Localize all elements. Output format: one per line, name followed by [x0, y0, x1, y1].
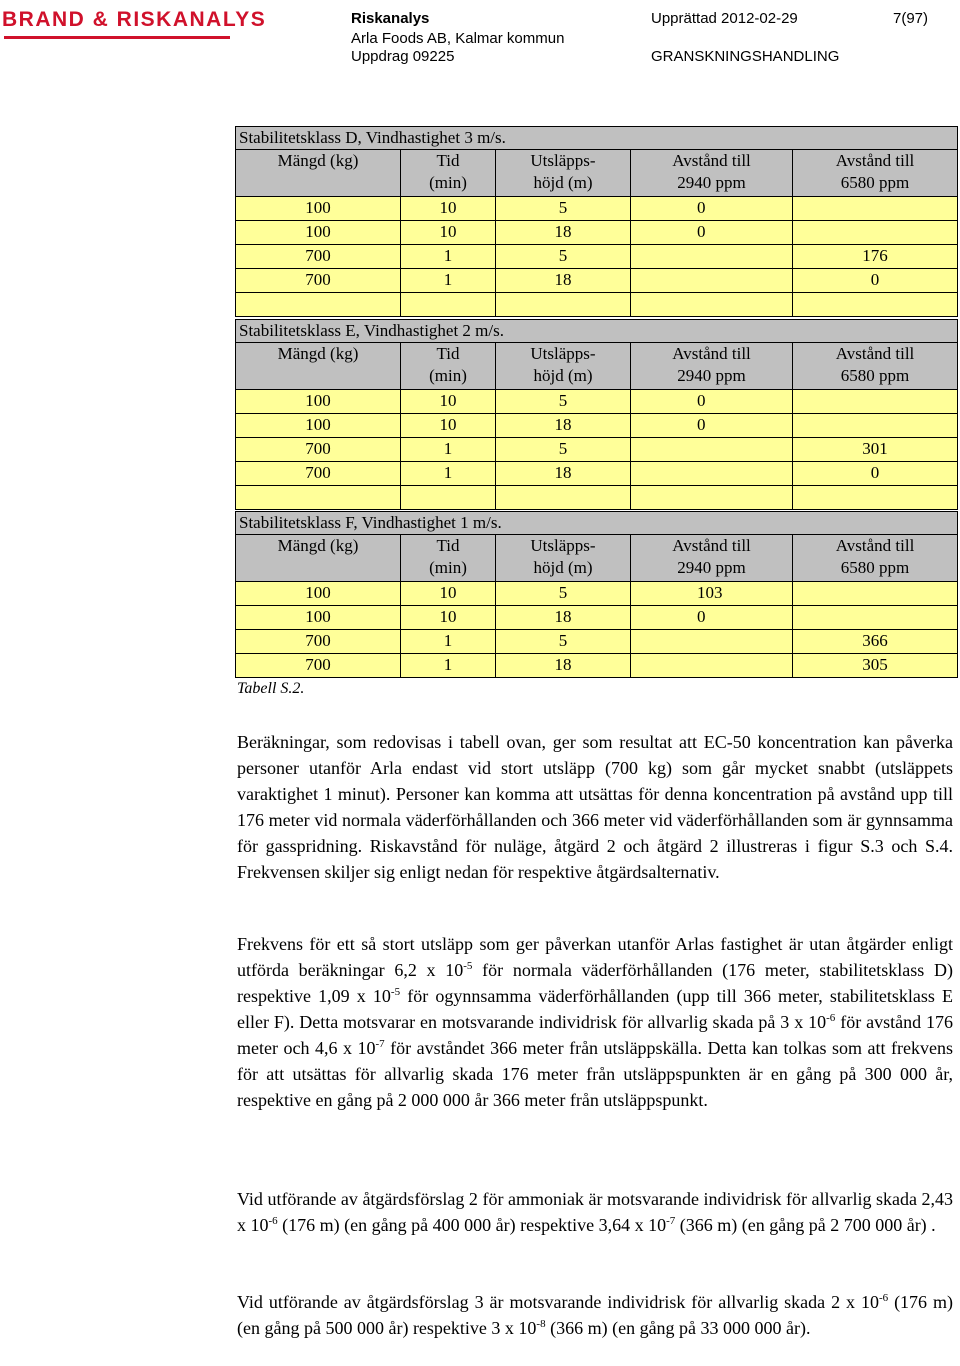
cell-amount: 700 [236, 654, 401, 678]
cell-height: 18 [496, 654, 631, 678]
table-title: Stabilitetsklass E, Vindhastighet 2 m/s. [236, 320, 958, 343]
stability-table-e [235, 319, 958, 510]
cell-amount: 100 [236, 414, 401, 438]
cell-dist-6580: 0 [793, 462, 958, 486]
col-header-height: Utsläpps- höjd (m) [496, 150, 631, 197]
col-header-time: Tid (min) [401, 343, 496, 390]
cell-dist-6580 [793, 582, 958, 606]
cell-time: 1 [401, 654, 496, 678]
cell-dist-2940: 103 [631, 582, 793, 606]
table-row [236, 197, 958, 221]
cell-dist-2940 [631, 245, 793, 269]
client-name: Arla Foods AB, Kalmar kommun [351, 30, 565, 47]
cell-height: 18 [496, 606, 631, 630]
table-spacer-row [236, 486, 958, 510]
cell-dist-2940: 0 [631, 221, 793, 245]
cell-amount: 100 [236, 582, 401, 606]
col-header-dist-6580: Avstånd till 6580 ppm [793, 535, 958, 582]
paragraph-measure-2: Vid utförande av åtgärdsförslag 2 för ammoniak är motsvarande individrisk för allvarlig skada 2,43 x $10^{-6}$ (176 m) (en gång på 400 000 år) respektive 3,64 x $10^{-7}$ (366 m) (en gång på 2 700 000 år) . [237, 1189, 953, 1235]
table-caption: Tabell S.2. [237, 680, 305, 697]
cell-amount: 100 [236, 390, 401, 414]
stability-table-f [235, 511, 958, 678]
page-header [0, 0, 960, 70]
cell-dist-6580 [793, 606, 958, 630]
cell-dist-2940 [631, 462, 793, 486]
table-row [236, 245, 958, 269]
cell-time: 1 [401, 630, 496, 654]
paragraph-results: Beräkningar, som redovisas i tabell ovan, ger som resultat att EC-50 koncentration kan påverka personer utanför Arla endast vid stort utsläpp (700 kg) som går mycket snabbt (utsläppets varaktighet 1 minut). Personer kan komma att utsättas för denna koncentration på avstånd upp till 176 meter vid normala väderförhållanden och 366 meter vid väderförhållanden som är gynnsamma för gasspridning. Riskavstånd för nuläge, åtgärd 2 och åtgärd 2 illustreras i figur S.3 och S.4. Frekvensen skiljer sig enligt nedan för respektive åtgärdsalternativ. [237, 732, 953, 882]
col-header-amount: Mängd (kg) [236, 535, 401, 582]
cell-time: 10 [401, 197, 496, 221]
cell-dist-6580 [793, 221, 958, 245]
table-row [236, 221, 958, 245]
table-title: Stabilitetsklass D, Vindhastighet 3 m/s. [236, 127, 958, 150]
cell-time: 10 [401, 414, 496, 438]
cell-time: 10 [401, 606, 496, 630]
cell-time: 10 [401, 221, 496, 245]
cell-dist-2940: 0 [631, 390, 793, 414]
col-header-dist-2940: Avstånd till 2940 ppm [631, 535, 793, 582]
review-status: GRANSKNINGSHANDLING [651, 48, 840, 65]
cell-height: 5 [496, 197, 631, 221]
cell-amount: 100 [236, 606, 401, 630]
cell-dist-2940: 0 [631, 606, 793, 630]
table-row [236, 269, 958, 293]
cell-dist-6580: 366 [793, 630, 958, 654]
assignment-number: Uppdrag 09225 [351, 48, 455, 65]
cell-dist-2940 [631, 654, 793, 678]
table-row [236, 630, 958, 654]
cell-time: 1 [401, 245, 496, 269]
table-row [236, 462, 958, 486]
cell-height: 18 [496, 414, 631, 438]
cell-dist-6580 [793, 197, 958, 221]
cell-height: 18 [496, 221, 631, 245]
col-header-time: Tid (min) [401, 150, 496, 197]
cell-dist-6580: 301 [793, 438, 958, 462]
cell-height: 5 [496, 630, 631, 654]
cell-dist-2940 [631, 630, 793, 654]
paragraph-measure-3: Vid utförande av åtgärdsförslag 3 är motsvarande individrisk för allvarlig skada 2 x $10^{-6}$ (176 m) (en gång på 500 000 år) respektive 3 x $10^{-8}$ (366 m) (en gång på 33 000 000 år). [237, 1292, 953, 1338]
cell-height: 18 [496, 269, 631, 293]
table-title: Stabilitetsklass F, Vindhastighet 1 m/s. [236, 512, 958, 535]
cell-amount: 700 [236, 438, 401, 462]
stability-table-d [235, 126, 958, 317]
cell-amount: 100 [236, 221, 401, 245]
col-header-dist-6580: Avstånd till 6580 ppm [793, 343, 958, 390]
doc-type: Riskanalys [351, 10, 430, 27]
cell-height: 5 [496, 390, 631, 414]
logo-underline [4, 36, 230, 39]
cell-dist-6580: 0 [793, 269, 958, 293]
cell-amount: 700 [236, 630, 401, 654]
paragraph-frequency: Frekvens för ett så stort utsläpp som ger påverkan utanför Arlas fastighet är utan åtgärder enligt utförda beräkningar 6,2 x $10^{-5}$ för normala väderförhållanden (176 meter, stabilitetsklass D) respektive 1,09 x $10^{-5}$ för ogynnsamma väderförhållanden (upp till 366 meter, stabilitetsklass E eller F). Detta motsvarar en motsvarande individrisk för allvarlig skada på 3 x $10^{-6}$ för avstånd 176 meter och 4,6 x $10^{-7}$ för avståndet 366 meter från utsläppskälla. Detta kan tolkas som att frekvens för att utsättas för allvarlig skada 176 meter från utsläppspunkten är en gång på 300 000 år, respektive en gång på 2 000 000 år 366 meter från utsläppspunkt. [237, 934, 954, 1110]
page-number: 7(97) [893, 10, 929, 27]
cell-amount: 100 [236, 197, 401, 221]
table-row [236, 390, 958, 414]
cell-dist-6580: 176 [793, 245, 958, 269]
col-header-dist-6580: Avstånd till 6580 ppm [793, 150, 958, 197]
table-row [236, 438, 958, 462]
cell-time: 10 [401, 390, 496, 414]
cell-dist-2940 [631, 438, 793, 462]
table-row [236, 654, 958, 678]
cell-amount: 700 [236, 462, 401, 486]
cell-height: 5 [496, 438, 631, 462]
cell-dist-2940: 0 [631, 197, 793, 221]
cell-height: 18 [496, 462, 631, 486]
cell-dist-6580 [793, 414, 958, 438]
cell-height: 5 [496, 245, 631, 269]
col-header-height: Utsläpps- höjd (m) [496, 343, 631, 390]
table-row [236, 606, 958, 630]
company-logo: BRAND & RISKANALYS [2, 8, 267, 31]
cell-amount: 700 [236, 245, 401, 269]
col-header-dist-2940: Avstånd till 2940 ppm [631, 343, 793, 390]
col-header-time: Tid (min) [401, 535, 496, 582]
table-row [236, 414, 958, 438]
cell-time: 1 [401, 438, 496, 462]
cell-amount: 700 [236, 269, 401, 293]
col-header-height: Utsläpps- höjd (m) [496, 535, 631, 582]
table-row [236, 582, 958, 606]
cell-dist-6580: 305 [793, 654, 958, 678]
cell-time: 1 [401, 462, 496, 486]
cell-time: 10 [401, 582, 496, 606]
cell-dist-6580 [793, 390, 958, 414]
cell-dist-2940 [631, 269, 793, 293]
col-header-amount: Mängd (kg) [236, 150, 401, 197]
cell-time: 1 [401, 269, 496, 293]
cell-height: 5 [496, 582, 631, 606]
cell-dist-2940: 0 [631, 414, 793, 438]
date-created: Upprättad 2012-02-29 [651, 10, 798, 27]
table-spacer-row [236, 293, 958, 317]
col-header-dist-2940: Avstånd till 2940 ppm [631, 150, 793, 197]
col-header-amount: Mängd (kg) [236, 343, 401, 390]
